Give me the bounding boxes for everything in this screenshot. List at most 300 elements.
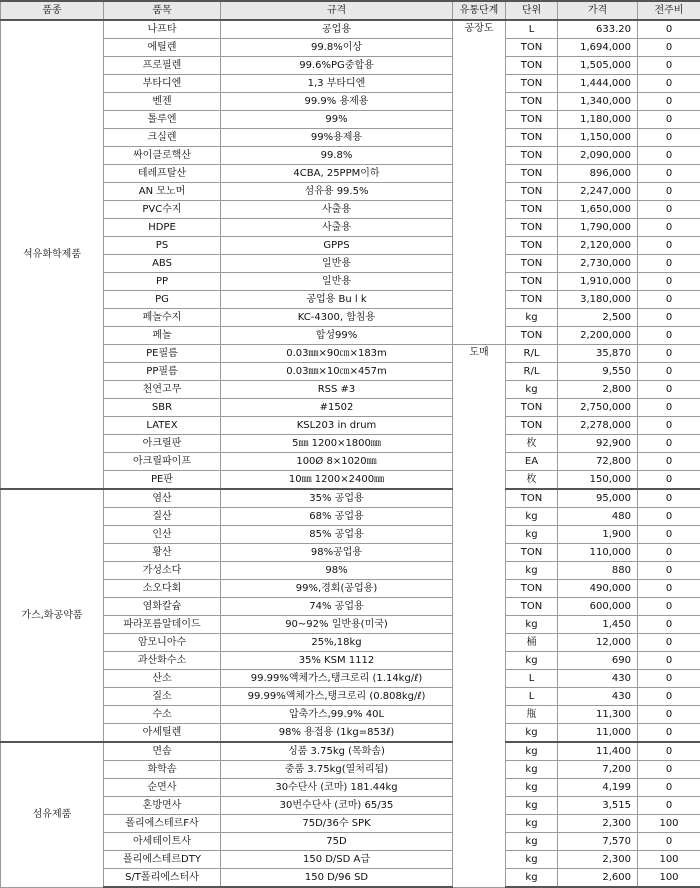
item-cell: PG — [104, 291, 221, 309]
table-row — [1, 634, 700, 652]
item-cell: 싸이클로핵산 — [104, 147, 221, 165]
table-row — [1, 833, 700, 851]
unit-cell: TON — [506, 219, 558, 237]
category-cell: 가스,화공약품 — [1, 489, 104, 742]
spec-cell: KC-4300, 함침용 — [221, 309, 453, 327]
change-cell: 0 — [638, 742, 700, 761]
table-row — [1, 165, 700, 183]
spec-cell: 74% 공업용 — [221, 598, 453, 616]
unit-cell: TON — [506, 165, 558, 183]
price-cell: 2,750,000 — [558, 399, 638, 417]
header-spec: 규격 — [221, 1, 453, 20]
spec-cell: 68% 공업용 — [221, 508, 453, 526]
price-cell: 1,650,000 — [558, 201, 638, 219]
spec-cell: 99.6%PG중합용 — [221, 57, 453, 75]
unit-cell: L — [506, 20, 558, 39]
unit-cell: TON — [506, 255, 558, 273]
table-row — [1, 435, 700, 453]
unit-cell: 枚 — [506, 435, 558, 453]
item-cell: 폴리에스테르DTY — [104, 851, 221, 869]
spec-cell: 섬유용 99.5% — [221, 183, 453, 201]
header-category: 품종 — [1, 1, 104, 20]
item-cell: PE판 — [104, 471, 221, 490]
item-cell: PP — [104, 273, 221, 291]
price-cell: 896,000 — [558, 165, 638, 183]
unit-cell: kg — [506, 616, 558, 634]
spec-cell: 99.9% 용제용 — [221, 93, 453, 111]
price-cell: 2,120,000 — [558, 237, 638, 255]
price-cell: 2,600 — [558, 869, 638, 888]
table-row — [1, 219, 700, 237]
spec-cell: 75D — [221, 833, 453, 851]
spec-cell: 150 D/96 SD — [221, 869, 453, 888]
item-cell: 아세틸렌 — [104, 724, 221, 743]
unit-cell: TON — [506, 183, 558, 201]
spec-cell: 공업용 Bu l k — [221, 291, 453, 309]
table-row — [1, 797, 700, 815]
spec-cell: 99.8%이상 — [221, 39, 453, 57]
item-cell: 벤젠 — [104, 93, 221, 111]
unit-cell: TON — [506, 147, 558, 165]
price-cell: 600,000 — [558, 598, 638, 616]
unit-cell: kg — [506, 652, 558, 670]
table-row — [1, 20, 700, 39]
unit-cell: TON — [506, 598, 558, 616]
item-cell: 혼방면사 — [104, 797, 221, 815]
spec-cell: 99.99%액체가스,탱크로리 (1.14kg/ℓ) — [221, 670, 453, 688]
table-row — [1, 869, 700, 888]
table-row — [1, 93, 700, 111]
change-cell: 0 — [638, 489, 700, 508]
spec-cell: 90~92% 일반용(미국) — [221, 616, 453, 634]
unit-cell: L — [506, 688, 558, 706]
spec-cell: 98%공업용 — [221, 544, 453, 562]
change-cell: 0 — [638, 797, 700, 815]
spec-cell: 4CBA, 25PPM이하 — [221, 165, 453, 183]
item-cell: 테레프탈산 — [104, 165, 221, 183]
table-row — [1, 761, 700, 779]
table-body — [1, 20, 700, 887]
table-row — [1, 688, 700, 706]
spec-cell: 99% — [221, 111, 453, 129]
change-cell: 0 — [638, 75, 700, 93]
table-row — [1, 670, 700, 688]
change-cell: 100 — [638, 815, 700, 833]
unit-cell: TON — [506, 291, 558, 309]
spec-cell: 75D/36수 SPK — [221, 815, 453, 833]
price-cell: 1,694,000 — [558, 39, 638, 57]
item-cell: 에틸렌 — [104, 39, 221, 57]
change-cell: 0 — [638, 219, 700, 237]
change-cell: 0 — [638, 273, 700, 291]
spec-cell: #1502 — [221, 399, 453, 417]
item-cell: SBR — [104, 399, 221, 417]
change-cell: 0 — [638, 327, 700, 345]
change-cell: 0 — [638, 526, 700, 544]
item-cell: S/T폴리에스터사 — [104, 869, 221, 888]
price-cell: 1,340,000 — [558, 93, 638, 111]
item-cell: 아크릴파이프 — [104, 453, 221, 471]
change-cell: 100 — [638, 851, 700, 869]
unit-cell: TON — [506, 580, 558, 598]
price-cell: 1,505,000 — [558, 57, 638, 75]
item-cell: 폴리에스테르F사 — [104, 815, 221, 833]
change-cell: 0 — [638, 634, 700, 652]
spec-cell: 5㎜ 1200×1800㎜ — [221, 435, 453, 453]
spec-cell: 일반용 — [221, 255, 453, 273]
table-row — [1, 345, 700, 363]
unit-cell: 甁 — [506, 706, 558, 724]
price-cell: 1,150,000 — [558, 129, 638, 147]
header-price: 가격 — [558, 1, 638, 20]
item-cell: 소오다회 — [104, 580, 221, 598]
unit-cell: kg — [506, 761, 558, 779]
table-row — [1, 616, 700, 634]
price-cell: 4,199 — [558, 779, 638, 797]
item-cell: PS — [104, 237, 221, 255]
item-cell: 아세테이트사 — [104, 833, 221, 851]
unit-cell: TON — [506, 273, 558, 291]
spec-cell: 공업용 — [221, 20, 453, 39]
spec-cell: 99.8% — [221, 147, 453, 165]
table-row — [1, 255, 700, 273]
price-cell: 7,200 — [558, 761, 638, 779]
change-cell: 0 — [638, 761, 700, 779]
price-cell: 95,000 — [558, 489, 638, 508]
table-row — [1, 453, 700, 471]
change-cell: 0 — [638, 201, 700, 219]
price-cell: 11,000 — [558, 724, 638, 743]
unit-cell: kg — [506, 381, 558, 399]
price-cell: 1,450 — [558, 616, 638, 634]
unit-cell: L — [506, 670, 558, 688]
change-cell: 0 — [638, 453, 700, 471]
table-row — [1, 75, 700, 93]
spec-cell: 30수단사 (코마) 181.44kg — [221, 779, 453, 797]
item-cell: 천연고무 — [104, 381, 221, 399]
change-cell: 0 — [638, 237, 700, 255]
table-row — [1, 111, 700, 129]
unit-cell: kg — [506, 508, 558, 526]
unit-cell: kg — [506, 742, 558, 761]
item-cell: PVC수지 — [104, 201, 221, 219]
change-cell: 0 — [638, 129, 700, 147]
table-row — [1, 291, 700, 309]
change-cell: 0 — [638, 616, 700, 634]
spec-cell: 30번수단사 (코마) 65/35 — [221, 797, 453, 815]
price-cell: 72,800 — [558, 453, 638, 471]
item-cell: 프로필렌 — [104, 57, 221, 75]
table-row — [1, 598, 700, 616]
unit-cell: TON — [506, 57, 558, 75]
table-row — [1, 471, 700, 490]
item-cell: 질소 — [104, 688, 221, 706]
unit-cell: TON — [506, 75, 558, 93]
price-cell: 1,900 — [558, 526, 638, 544]
spec-cell: 99.99%액체가스,탱크로리 (0.808kg/ℓ) — [221, 688, 453, 706]
table-row — [1, 544, 700, 562]
item-cell: 가성소다 — [104, 562, 221, 580]
price-cell: 480 — [558, 508, 638, 526]
unit-cell: TON — [506, 237, 558, 255]
item-cell: 황산 — [104, 544, 221, 562]
price-cell: 2,730,000 — [558, 255, 638, 273]
change-cell: 0 — [638, 435, 700, 453]
unit-cell: R/L — [506, 363, 558, 381]
unit-cell: TON — [506, 111, 558, 129]
table-row — [1, 851, 700, 869]
table-row — [1, 273, 700, 291]
table-row — [1, 417, 700, 435]
table-row — [1, 381, 700, 399]
spec-cell: 압축가스,99.9% 40L — [221, 706, 453, 724]
item-cell: 화학솜 — [104, 761, 221, 779]
spec-cell: 25%,18kg — [221, 634, 453, 652]
item-cell: 인산 — [104, 526, 221, 544]
unit-cell: R/L — [506, 345, 558, 363]
change-cell: 0 — [638, 779, 700, 797]
unit-cell: TON — [506, 544, 558, 562]
spec-cell: 중품 3.75kg(열처리됨) — [221, 761, 453, 779]
table-row — [1, 237, 700, 255]
change-cell: 0 — [638, 417, 700, 435]
table-row — [1, 57, 700, 75]
price-cell: 1,180,000 — [558, 111, 638, 129]
price-cell: 490,000 — [558, 580, 638, 598]
table-row — [1, 742, 700, 761]
price-cell: 2,300 — [558, 851, 638, 869]
table-row — [1, 489, 700, 508]
change-cell: 0 — [638, 652, 700, 670]
change-cell: 100 — [638, 869, 700, 888]
change-cell: 0 — [638, 544, 700, 562]
unit-cell: TON — [506, 129, 558, 147]
unit-cell: kg — [506, 526, 558, 544]
spec-cell: 0.03㎜×10㎝×457m — [221, 363, 453, 381]
header-stage: 유통단계 — [453, 1, 506, 20]
table-row — [1, 39, 700, 57]
item-cell: 순면사 — [104, 779, 221, 797]
item-cell: 염화칼슘 — [104, 598, 221, 616]
item-cell: ABS — [104, 255, 221, 273]
spec-cell: RSS #3 — [221, 381, 453, 399]
price-cell: 2,800 — [558, 381, 638, 399]
item-cell: 파라포름알데이드 — [104, 616, 221, 634]
price-cell: 2,090,000 — [558, 147, 638, 165]
spec-cell: KSL203 in drum — [221, 417, 453, 435]
item-cell: 면솜 — [104, 742, 221, 761]
change-cell: 0 — [638, 580, 700, 598]
table-row — [1, 129, 700, 147]
change-cell: 0 — [638, 724, 700, 743]
table-row — [1, 327, 700, 345]
item-cell: 페놀 — [104, 327, 221, 345]
table-row — [1, 580, 700, 598]
table-row — [1, 562, 700, 580]
change-cell: 0 — [638, 147, 700, 165]
unit-cell: TON — [506, 417, 558, 435]
item-cell: 아크릴판 — [104, 435, 221, 453]
price-cell: 11,300 — [558, 706, 638, 724]
price-cell: 1,910,000 — [558, 273, 638, 291]
change-cell: 0 — [638, 39, 700, 57]
spec-cell: 99%,경회(공업용) — [221, 580, 453, 598]
item-cell: 산소 — [104, 670, 221, 688]
change-cell: 0 — [638, 508, 700, 526]
table-row — [1, 652, 700, 670]
price-cell: 2,300 — [558, 815, 638, 833]
spec-cell: 150 D/SD A급 — [221, 851, 453, 869]
unit-cell: EA — [506, 453, 558, 471]
price-cell: 1,444,000 — [558, 75, 638, 93]
item-cell: PE필름 — [104, 345, 221, 363]
change-cell: 0 — [638, 833, 700, 851]
price-cell: 11,400 — [558, 742, 638, 761]
price-cell: 3,515 — [558, 797, 638, 815]
item-cell: LATEX — [104, 417, 221, 435]
table-row — [1, 724, 700, 743]
category-cell: 석유화학제품 — [1, 20, 104, 489]
header-unit: 단위 — [506, 1, 558, 20]
table-row — [1, 201, 700, 219]
spec-cell: 100Ø 8×1020㎜ — [221, 453, 453, 471]
table-row — [1, 147, 700, 165]
item-cell: HDPE — [104, 219, 221, 237]
change-cell: 0 — [638, 93, 700, 111]
spec-cell: 일반용 — [221, 273, 453, 291]
item-cell: AN 모노머 — [104, 183, 221, 201]
spec-cell: 싱품 3.75kg (목화솜) — [221, 742, 453, 761]
category-cell: 섬유제품 — [1, 742, 104, 887]
price-cell: 2,247,000 — [558, 183, 638, 201]
change-cell: 0 — [638, 688, 700, 706]
table-row — [1, 526, 700, 544]
price-cell: 12,000 — [558, 634, 638, 652]
change-cell: 0 — [638, 706, 700, 724]
change-cell: 0 — [638, 57, 700, 75]
table-row — [1, 309, 700, 327]
price-cell: 880 — [558, 562, 638, 580]
price-cell: 2,200,000 — [558, 327, 638, 345]
item-cell: 과산화수소 — [104, 652, 221, 670]
unit-cell: kg — [506, 309, 558, 327]
table-row — [1, 508, 700, 526]
spec-cell: 1,3 부타디엔 — [221, 75, 453, 93]
price-cell: 35,870 — [558, 345, 638, 363]
unit-cell: TON — [506, 489, 558, 508]
spec-cell: 0.03㎜×90㎝×183m — [221, 345, 453, 363]
unit-cell: kg — [506, 869, 558, 888]
change-cell: 0 — [638, 165, 700, 183]
change-cell: 0 — [638, 598, 700, 616]
spec-cell: 10㎜ 1200×2400㎜ — [221, 471, 453, 490]
change-cell: 0 — [638, 183, 700, 201]
change-cell: 0 — [638, 471, 700, 490]
unit-cell: kg — [506, 779, 558, 797]
item-cell: 크실렌 — [104, 129, 221, 147]
price-cell: 92,900 — [558, 435, 638, 453]
item-cell: 수소 — [104, 706, 221, 724]
price-cell: 430 — [558, 670, 638, 688]
stage-cell: 공장도 — [453, 20, 506, 345]
unit-cell: TON — [506, 39, 558, 57]
change-cell: 0 — [638, 20, 700, 39]
unit-cell: kg — [506, 562, 558, 580]
change-cell: 0 — [638, 345, 700, 363]
spec-cell: 35% 공업용 — [221, 489, 453, 508]
table-row — [1, 815, 700, 833]
spec-cell: 98% — [221, 562, 453, 580]
spec-cell: 사출용 — [221, 219, 453, 237]
change-cell: 0 — [638, 111, 700, 129]
unit-cell: 桶 — [506, 634, 558, 652]
item-cell: PP필름 — [104, 363, 221, 381]
item-cell: 부타디엔 — [104, 75, 221, 93]
change-cell: 0 — [638, 399, 700, 417]
stage-cell: 도매 — [453, 345, 506, 888]
change-cell: 0 — [638, 309, 700, 327]
price-cell: 1,790,000 — [558, 219, 638, 237]
unit-cell: kg — [506, 851, 558, 869]
unit-cell: TON — [506, 93, 558, 111]
table-row — [1, 363, 700, 381]
item-cell: 톨루엔 — [104, 111, 221, 129]
spec-cell: 사출용 — [221, 201, 453, 219]
header-item: 품목 — [104, 1, 221, 20]
unit-cell: TON — [506, 399, 558, 417]
item-cell: 염산 — [104, 489, 221, 508]
table-row — [1, 706, 700, 724]
price-cell: 690 — [558, 652, 638, 670]
unit-cell: kg — [506, 724, 558, 743]
change-cell: 0 — [638, 291, 700, 309]
price-cell: 9,550 — [558, 363, 638, 381]
table-row — [1, 779, 700, 797]
spec-cell: GPPS — [221, 237, 453, 255]
change-cell: 0 — [638, 255, 700, 273]
spec-cell: 합성99% — [221, 327, 453, 345]
price-cell: 430 — [558, 688, 638, 706]
unit-cell: 枚 — [506, 471, 558, 490]
unit-cell: kg — [506, 797, 558, 815]
change-cell: 0 — [638, 562, 700, 580]
header-row — [1, 1, 700, 20]
price-cell: 7,570 — [558, 833, 638, 851]
change-cell: 0 — [638, 363, 700, 381]
spec-cell: 98% 용접용 (1kg=853ℓ) — [221, 724, 453, 743]
spec-cell: 35% KSM 1112 — [221, 652, 453, 670]
unit-cell: TON — [506, 201, 558, 219]
item-cell: 페놀수지 — [104, 309, 221, 327]
price-cell: 150,000 — [558, 471, 638, 490]
unit-cell: TON — [506, 327, 558, 345]
price-cell: 3,180,000 — [558, 291, 638, 309]
unit-cell: kg — [506, 833, 558, 851]
spec-cell: 85% 공업용 — [221, 526, 453, 544]
unit-cell: kg — [506, 815, 558, 833]
price-cell: 2,278,000 — [558, 417, 638, 435]
price-cell: 633.20 — [558, 20, 638, 39]
change-cell: 0 — [638, 381, 700, 399]
table-row — [1, 183, 700, 201]
item-cell: 암모니아수 — [104, 634, 221, 652]
price-cell: 2,500 — [558, 309, 638, 327]
change-cell: 0 — [638, 670, 700, 688]
price-cell: 110,000 — [558, 544, 638, 562]
table-row — [1, 399, 700, 417]
item-cell: 나프타 — [104, 20, 221, 39]
item-cell: 질산 — [104, 508, 221, 526]
